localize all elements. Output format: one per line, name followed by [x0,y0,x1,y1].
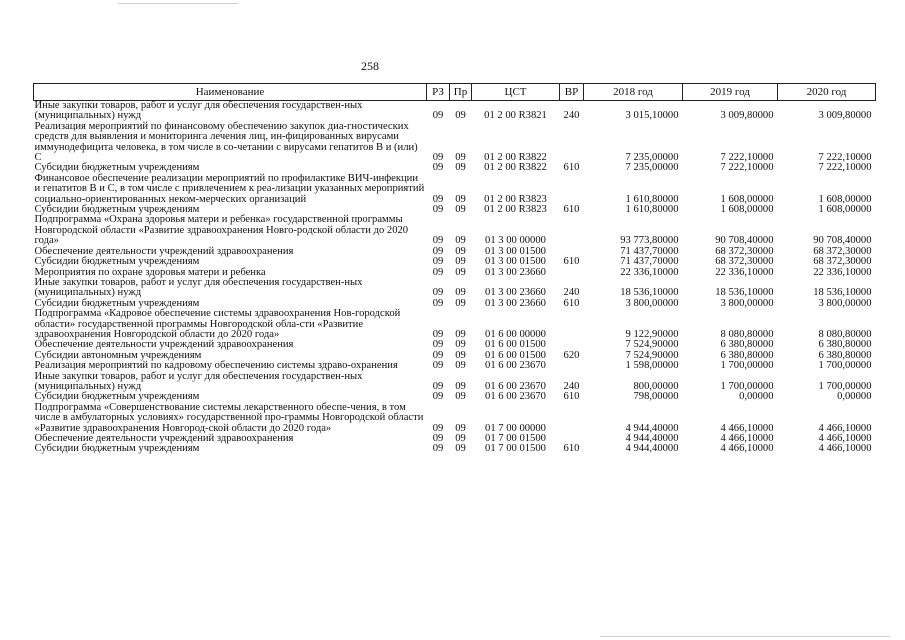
row-cst: 01 6 00 01500 [485,339,546,351]
row-2020: 3 800,00000 [818,297,872,309]
row-2018: 1 610,80000 [625,204,679,216]
row-pr: 09 [455,287,466,299]
row-vr: 610 [563,162,580,174]
row-vr [560,122,584,164]
row-2020: 4 466,10000 [818,422,872,434]
table-row [34,444,876,454]
table-row [34,215,876,246]
header-2020: 2020 год [778,84,876,101]
row-rz: 09 [432,266,444,278]
row-rz: 09 [432,380,444,392]
row-2018: 1 610,80000 [625,193,679,205]
row-pr: 09 [455,380,466,392]
row-pr: 09 [455,349,466,361]
row-cst: 01 3 00 01500 [485,245,546,257]
row-2020: 0,00000 [837,391,872,403]
row-2018: 71 437,70000 [620,256,679,268]
row-rz: 09 [432,110,444,122]
row-cst: 01 6 00 23670 [485,391,546,403]
row-name: Реализация мероприятий по кадровому обеспечению системы здраво-охранения [34,360,398,372]
row-2020: 1 608,00000 [818,193,872,205]
row-cst: 01 7 00 00000 [485,422,546,434]
row-2020: 6 380,80000 [818,349,872,361]
row-name: Иные закупки товаров, работ и услуг для обеспечения государствен-ных (муниципальных) нужд [34,100,363,122]
row-rz: 09 [432,297,444,309]
row-rz: 09 [432,339,444,351]
scan-artifact-top [118,3,238,4]
row-vr [560,268,584,278]
row-name: Субсидии бюджетным учреждениям [34,443,200,455]
row-pr: 09 [455,360,466,372]
row-name: Обеспечение деятельности учреждений здравоохранения [34,339,294,351]
row-cst: 01 3 00 23660 [485,287,546,299]
row-cst: 01 6 00 00000 [485,328,546,340]
table-row [34,101,876,122]
row-pr: 09 [455,110,466,122]
row-name: Подпрограмма «Охрана здоровья матери и ребенка» государственной программы Новгородской области «Развитие здравоохранения Новго-родской области до 2020 года» [34,214,409,247]
row-vr [560,215,584,246]
row-2019: 1 700,00000 [720,360,774,372]
row-rz: 09 [432,360,444,372]
row-rz: 09 [432,256,444,268]
row-name: Иные закупки товаров, работ и услуг для обеспечения государствен-ных (муниципальных) нужд [34,276,363,299]
row-pr: 09 [455,328,466,340]
row-2020: 1 608,00000 [818,204,872,216]
header-vr: ВР [560,84,584,101]
row-cst: 01 2 00 R3823 [484,204,547,216]
row-2018: 7 524,90000 [625,349,679,361]
row-name: Подпрограмма «Кадровое обеспечение системы здравоохранения Нов-городской области» государственной программы Новгородской обла-сти «Развитие здравоохранения Новгородской области до 2020 года» [34,308,401,340]
row-vr: 240 [563,287,580,299]
scan-artifact-bottom [600,636,890,637]
row-2019: 3 009,80000 [720,110,774,122]
row-2020: 68 372,30000 [813,245,872,257]
row-2018: 93 773,80000 [620,235,679,247]
row-2019: 68 372,30000 [715,245,774,257]
row-2019: 18 536,10000 [715,287,774,299]
row-2019: 6 380,80000 [720,339,774,351]
row-pr: 09 [455,433,466,444]
row-2018: 7 235,00000 [625,152,679,164]
row-name: Субсидии автономным учреждениям [34,349,202,361]
table-header-row [34,84,876,101]
row-2020: 18 536,10000 [813,287,872,299]
header-rz: РЗ [427,84,450,101]
row-pr: 09 [455,245,466,257]
row-rz: 09 [432,391,444,403]
row-cst: 01 3 00 23660 [485,297,546,309]
row-2020: 22 336,10000 [813,266,872,278]
row-name: Субсидии бюджетным учреждениям [34,391,200,403]
row-vr: 620 [563,349,580,361]
row-2019: 90 708,40000 [715,235,774,247]
row-rz: 09 [432,349,444,361]
row-rz: 09 [432,235,444,247]
row-name: Подпрограмма «Совершенствование системы лекарственного обеспе-чения, в том числе в амбулаторных условиях» государственной про-граммы Новгородской области «Развитие здравоохранения Новгород-ской области до 2020 года» [34,401,424,434]
row-2018: 800,00000 [633,380,679,392]
header-name: Наименование [34,84,427,101]
row-pr: 09 [455,235,466,247]
row-rz: 09 [432,162,444,174]
row-2018: 7 524,90000 [625,339,679,351]
row-2019: 8 080,80000 [720,328,774,340]
row-vr [560,174,584,205]
row-name: Субсидии бюджетным учреждениям [34,256,200,268]
row-cst: 01 2 00 R3822 [484,152,547,164]
row-2019: 1 608,00000 [720,204,774,216]
row-2020: 1 700,00000 [818,380,872,392]
table-row [34,174,876,205]
header-2018: 2018 год [584,84,683,101]
row-2018: 7 235,00000 [625,162,679,174]
row-2018: 4 944,40000 [625,422,679,434]
row-cst: 01 3 00 00000 [485,235,546,247]
row-2020: 6 380,80000 [818,339,872,351]
row-2019: 68 372,30000 [715,256,774,268]
row-cst: 01 7 00 01500 [485,443,546,455]
row-2018: 9 122,90000 [625,328,679,340]
row-pr: 09 [455,297,466,309]
row-rz: 09 [432,422,444,434]
row-cst: 01 6 00 01500 [485,349,546,361]
row-cst: 01 2 00 R3823 [484,193,547,205]
row-2019: 0,00000 [739,391,774,403]
row-2018: 4 944,40000 [625,433,679,444]
row-rz: 09 [432,287,444,299]
row-vr [560,309,584,340]
table-row [34,361,876,371]
row-2018: 1 598,00000 [625,360,679,372]
row-2020: 7 222,10000 [818,152,872,164]
row-2020: 7 222,10000 [818,162,872,174]
table-row [34,309,876,340]
table-row [34,122,876,164]
row-name: Обеспечение деятельности учреждений здравоохранения [34,433,294,444]
row-2019: 7 222,10000 [720,162,774,174]
row-2020: 1 700,00000 [818,360,872,372]
row-vr: 240 [563,380,580,392]
row-name: Мероприятия по охране здоровья матери и ребенка [34,266,266,278]
row-pr: 09 [455,339,466,351]
row-2020: 90 708,40000 [813,235,872,247]
row-pr: 09 [455,193,466,205]
row-2019: 1 700,00000 [720,380,774,392]
table-row [34,257,876,267]
row-2020: 4 466,10000 [818,433,872,444]
row-name: Субсидии бюджетным учреждениям [34,297,200,309]
row-rz: 09 [432,245,444,257]
row-cst: 01 3 00 23660 [485,266,546,278]
row-2020: 8 080,80000 [818,328,872,340]
row-cst: 01 7 00 01500 [485,433,546,444]
header-pr: Пр [450,84,472,101]
row-cst: 01 3 00 01500 [485,256,546,268]
row-cst: 01 2 00 R3822 [484,162,547,174]
row-vr: 610 [563,204,580,216]
row-2019: 1 608,00000 [720,193,774,205]
row-vr: 610 [563,443,580,455]
row-2018: 3 800,00000 [625,297,679,309]
row-2020: 3 009,80000 [818,110,872,122]
header-2019: 2019 год [683,84,778,101]
row-vr: 610 [563,391,580,403]
row-pr: 09 [455,256,466,268]
row-pr: 09 [455,204,466,216]
row-2018: 71 437,70000 [620,245,679,257]
row-2018: 22 336,10000 [620,266,679,278]
row-pr: 09 [455,266,466,278]
table-row [34,278,876,299]
header-cst: ЦСТ [472,84,560,101]
row-2019: 22 336,10000 [715,266,774,278]
row-rz: 09 [432,443,444,455]
table-row [34,372,876,393]
row-pr: 09 [455,152,466,164]
row-cst: 01 6 00 23670 [485,380,546,392]
row-2019: 4 466,10000 [720,433,774,444]
row-vr [560,403,584,434]
budget-table [33,83,876,455]
row-vr: 610 [563,297,580,309]
row-name: Субсидии бюджетным учреждениям [34,204,200,216]
row-rz: 09 [432,152,444,164]
row-name: Субсидии бюджетным учреждениям [34,162,200,174]
row-name: Обеспечение деятельности учреждений здравоохранения [34,245,294,257]
row-cst: 01 6 00 23670 [485,360,546,372]
row-rz: 09 [432,193,444,205]
row-cst: 01 2 00 R3821 [484,110,547,122]
row-rz: 09 [432,433,444,444]
row-2018: 798,00000 [633,391,679,403]
row-pr: 09 [455,391,466,403]
row-name: Реализация мероприятий по финансовому обеспечению закупок диа-гностических средств для выявления и мониторинга лечения лиц, ин-фицированных вирусами иммунодефицита человека, в том числе в со-четании с вирусами гепатитов В и (или) С [34,120,418,164]
row-vr: 240 [563,110,580,122]
row-vr [560,361,584,371]
row-pr: 09 [455,162,466,174]
row-2019: 7 222,10000 [720,152,774,164]
row-2020: 68 372,30000 [813,256,872,268]
row-name: Финансовое обеспечение реализации мероприятий по профилактике ВИЧ-инфекции и гепатитов В и С, в том числе с привлечением к реа-лизации указанных мероприятий социально-ориентированных неком-мерческих организаций [34,172,425,205]
row-rz: 09 [432,328,444,340]
row-2018: 18 536,10000 [620,287,679,299]
row-vr: 610 [563,256,580,268]
row-2019: 6 380,80000 [720,349,774,361]
row-2020: 4 466,10000 [818,443,872,455]
table-row [34,403,876,434]
row-2018: 3 015,10000 [625,110,679,122]
row-pr: 09 [455,443,466,455]
page-number: 258 [361,59,379,73]
row-name: Иные закупки товаров, работ и услуг для обеспечения государствен-ных (муниципальных) нужд [34,370,363,392]
row-2018: 4 944,40000 [625,443,679,455]
row-rz: 09 [432,204,444,216]
row-2019: 4 466,10000 [720,422,774,434]
row-2019: 3 800,00000 [720,297,774,309]
row-2019: 4 466,10000 [720,443,774,455]
row-pr: 09 [455,422,466,434]
